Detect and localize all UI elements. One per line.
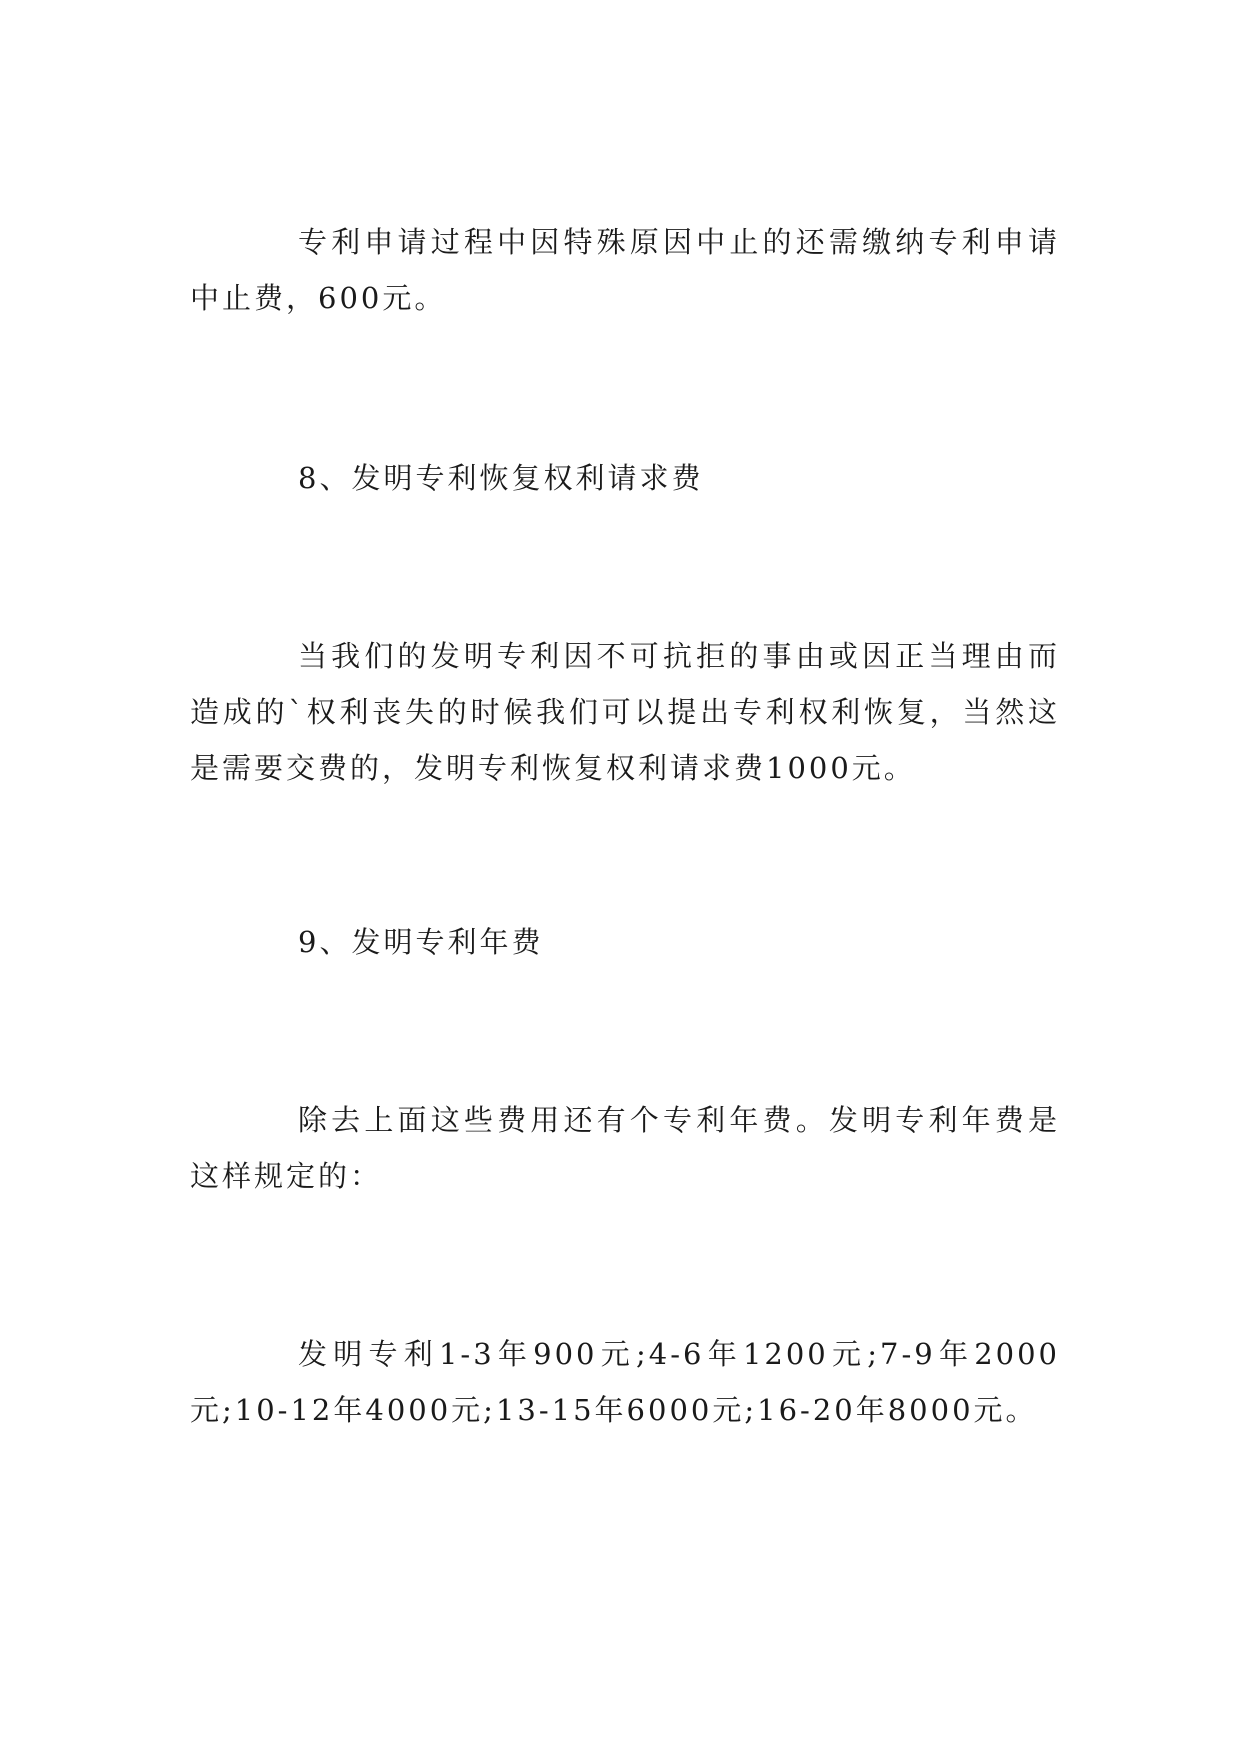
paragraph-suspension-fee: 专利申请过程中因特殊原因中止的还需缴纳专利申请中止费，600元。 (190, 225, 1060, 315)
paragraph-annual-fee-schedule: 发明专利1-3年900元;4-6年1200元;7-9年2000元;10-12年4000元;13-15年6000元;16-20年8000元。 (190, 1337, 1060, 1427)
heading-restoration-fee: 8、发明专利恢复权利请求费 (298, 461, 704, 495)
paragraph-annual-fee-intro: 除去上面这些费用还有个专利年费。发明专利年费是这样规定的： (190, 1103, 1060, 1193)
heading-annual-fee: 9、发明专利年费 (298, 925, 544, 959)
paragraph-restoration-fee: 当我们的发明专利因不可抗拒的事由或因正当理由而造成的`权利丧失的时候我们可以提出专利权利恢复，当然这是需要交费的，发明专利恢复权利请求费1000元。 (190, 639, 1060, 785)
